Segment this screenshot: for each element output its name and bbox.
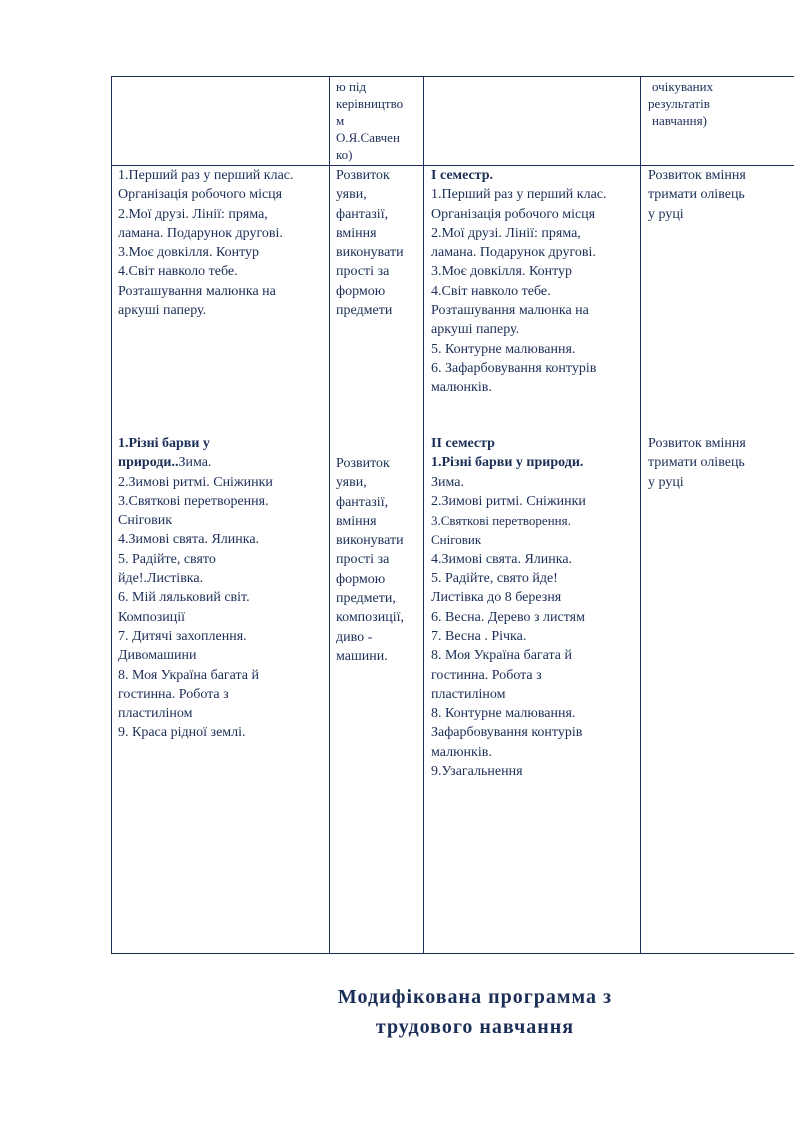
header-col2-line: О.Я.Савчен [336,130,400,145]
sem2-col1-line: Композиції [118,609,186,625]
sem1-col1-line: ламана. Подарунок другові. [118,225,283,241]
sem1-col2-line: предмети [336,303,393,319]
header-col4-line: результатів [648,96,710,111]
sem1-col2-line: прості за [336,264,390,280]
table-left-border [111,76,112,954]
header-col2-cell [336,78,403,163]
sem2-col3-line: Зима. [431,474,464,490]
sem1-col3-line: 5. Контурне малювання. [431,341,576,357]
sem2-col1-cell [118,434,273,743]
table-bottom-border [111,953,794,954]
header-col4-line: навчання) [652,113,707,128]
sem2-col3-line: 6. Весна. Дерево з листям [431,609,585,625]
sem1-col3-line: Організація робочого місця [431,206,596,222]
sem2-col1-line: 7. Дитячі захоплення. [118,628,247,644]
semester2-heading: ІІ семестр [431,436,495,451]
header-col2-line: м [336,113,345,128]
sem1-col3-line: 4.Світ навколо тебе. [431,283,551,299]
sem2-col3-line: малюнків. [431,744,492,760]
sem2-col3-line: 7. Весна . Річка. [431,628,527,644]
sem2-col1-line: 3.Святкові перетворення. [118,493,269,509]
section-title [250,983,700,1041]
sem2-col1-line: 9. Краса рідної землі. [118,725,246,741]
sem2-col2-line: прості за [336,552,390,568]
sem2-col4-line: Розвиток вміння [648,436,746,451]
sem1-col2-line: Розвиток [336,168,390,183]
sem2-col2-line: композиції, [336,610,404,626]
sem2-col1-zyma: Зима. [178,455,212,471]
sem1-col1-line: 1.Перший раз у перший клас. [118,168,294,183]
sem1-col4-line: тримати олівець [648,187,745,203]
sem1-col1-line: аркуші паперу. [118,303,207,319]
sem2-col1-bold-word: природи.. [118,455,179,471]
sem1-col2-cell [336,166,404,320]
sem2-col2-line: уяви, [336,475,367,491]
header-col4-cell [648,78,713,129]
sem2-col1-line: 2.Зимові ритмі. Сніжинки [118,474,273,490]
table-col-divider-3 [640,76,641,954]
sem2-col3-small-line: 3.Святкові перетворення. [431,513,571,529]
sem2-col2-line: вміння [336,513,377,529]
sem2-col3-line: гостинна. Робота з [431,667,542,683]
sem2-col4-cell [648,434,746,492]
sem2-col1-line: пластиліном [118,706,193,722]
sem2-col1-line: 5. Радійте, свято [118,551,216,567]
sem2-col1-line: йде!.Листівка. [118,571,204,587]
sem1-col2-line: уяви, [336,187,367,203]
sem2-col2-cell [336,454,404,666]
sem2-col4-line: у руці [648,474,684,490]
sem1-col3-line: аркуші паперу. [431,322,520,338]
sem1-col1-line: Організація робочого місця [118,187,283,203]
sem2-col2-line: машини. [336,648,388,664]
sem2-col3-line: 5. Радійте, свято йде! [431,571,558,587]
sem2-col2-line: виконувати [336,533,404,549]
table-col-divider-2 [423,76,424,954]
sem2-col1-line: 6. Мій ляльковий світ. [118,590,250,606]
sem1-col3-line: 6. Зафарбовування контурів [431,360,597,376]
sem2-col2-line: формою [336,571,386,587]
sem2-col3-line: 8. Контурне малювання. [431,706,576,722]
section-title-line: Модифікована программа з [337,986,613,1008]
semester1-heading: І семестр. [431,168,494,183]
header-col2-line: керівництво [336,96,404,111]
sem1-col2-line: вміння [336,225,377,241]
sem2-col3-line: Зафарбовування контурів [431,725,583,741]
table-col-divider-1 [329,76,330,954]
sem1-col3-line: 3.Моє довкілля. Контур [431,264,573,280]
sem1-col3-line: Розташування малюнка на [431,303,589,319]
sem1-col1-line: 4.Світ навколо тебе. [118,264,238,280]
table-top-border [111,76,794,77]
section-title-line: трудового навчання [375,1016,575,1038]
sem1-col1-cell [118,166,294,320]
sem2-col2-line: Розвиток [336,456,390,471]
sem1-col1-line: 2.Мої друзі. Лінії: пряма, [118,206,268,222]
sem2-col1-line: 8. Моя Україна багата й [118,667,259,683]
sem2-col1-bold-line: 1.Різні барви у [118,436,210,451]
sem2-col3-cell [431,434,586,781]
sem1-col1-line: 3.Моє довкілля. Контур [118,245,260,261]
sem1-col2-line: формою [336,283,386,299]
sem1-col4-line: у руці [648,206,684,222]
header-col4-line: очікуваних [652,79,714,94]
sem1-col3-line: 1.Перший раз у перший клас. [431,187,607,203]
sem2-col3-line: пластиліном [431,686,506,702]
sem1-col3-line: ламана. Подарунок другові. [431,245,596,261]
sem2-col3-small-line: Сніговик [431,532,482,548]
sem2-col2-line: фантазії, [336,494,389,510]
sem1-col3-cell [431,166,607,398]
sem1-col3-line: малюнків. [431,380,492,396]
sem2-col3-line: 8. Моя Україна багата й [431,648,572,664]
sem2-col1-line: гостинна. Робота з [118,686,229,702]
sem1-col3-line: 2.Мої друзі. Лінії: пряма, [431,225,581,241]
sem2-col2-line: предмети, [336,591,396,607]
sem2-col3-bold-item: 1.Різні барви у природи. [431,455,584,471]
header-col2-line: ю під [336,79,367,94]
sem1-col2-line: фантазії, [336,206,389,222]
header-col2-line: ко) [336,147,353,162]
sem2-col2-line: диво - [336,629,373,645]
sem2-col3-line: 9.Узагальнення [431,764,523,780]
sem2-col3-line: Листівка до 8 березня [431,590,562,606]
sem1-col4-line: Розвиток вміння [648,168,746,183]
sem1-col4-cell [648,166,746,224]
sem1-col1-line: Розташування малюнка на [118,283,276,299]
sem1-col2-line: виконувати [336,245,404,261]
sem2-col4-line: тримати олівець [648,455,745,471]
sem2-col3-line: 4.Зимові свята. Ялинка. [431,551,573,567]
sem2-col3-line: 2.Зимові ритмі. Сніжинки [431,493,586,509]
sem2-col1-line: 4.Зимові свята. Ялинка. [118,532,260,548]
sem2-col1-line: Дивомашини [118,648,197,664]
sem2-col1-line: Сніговик [118,513,173,529]
